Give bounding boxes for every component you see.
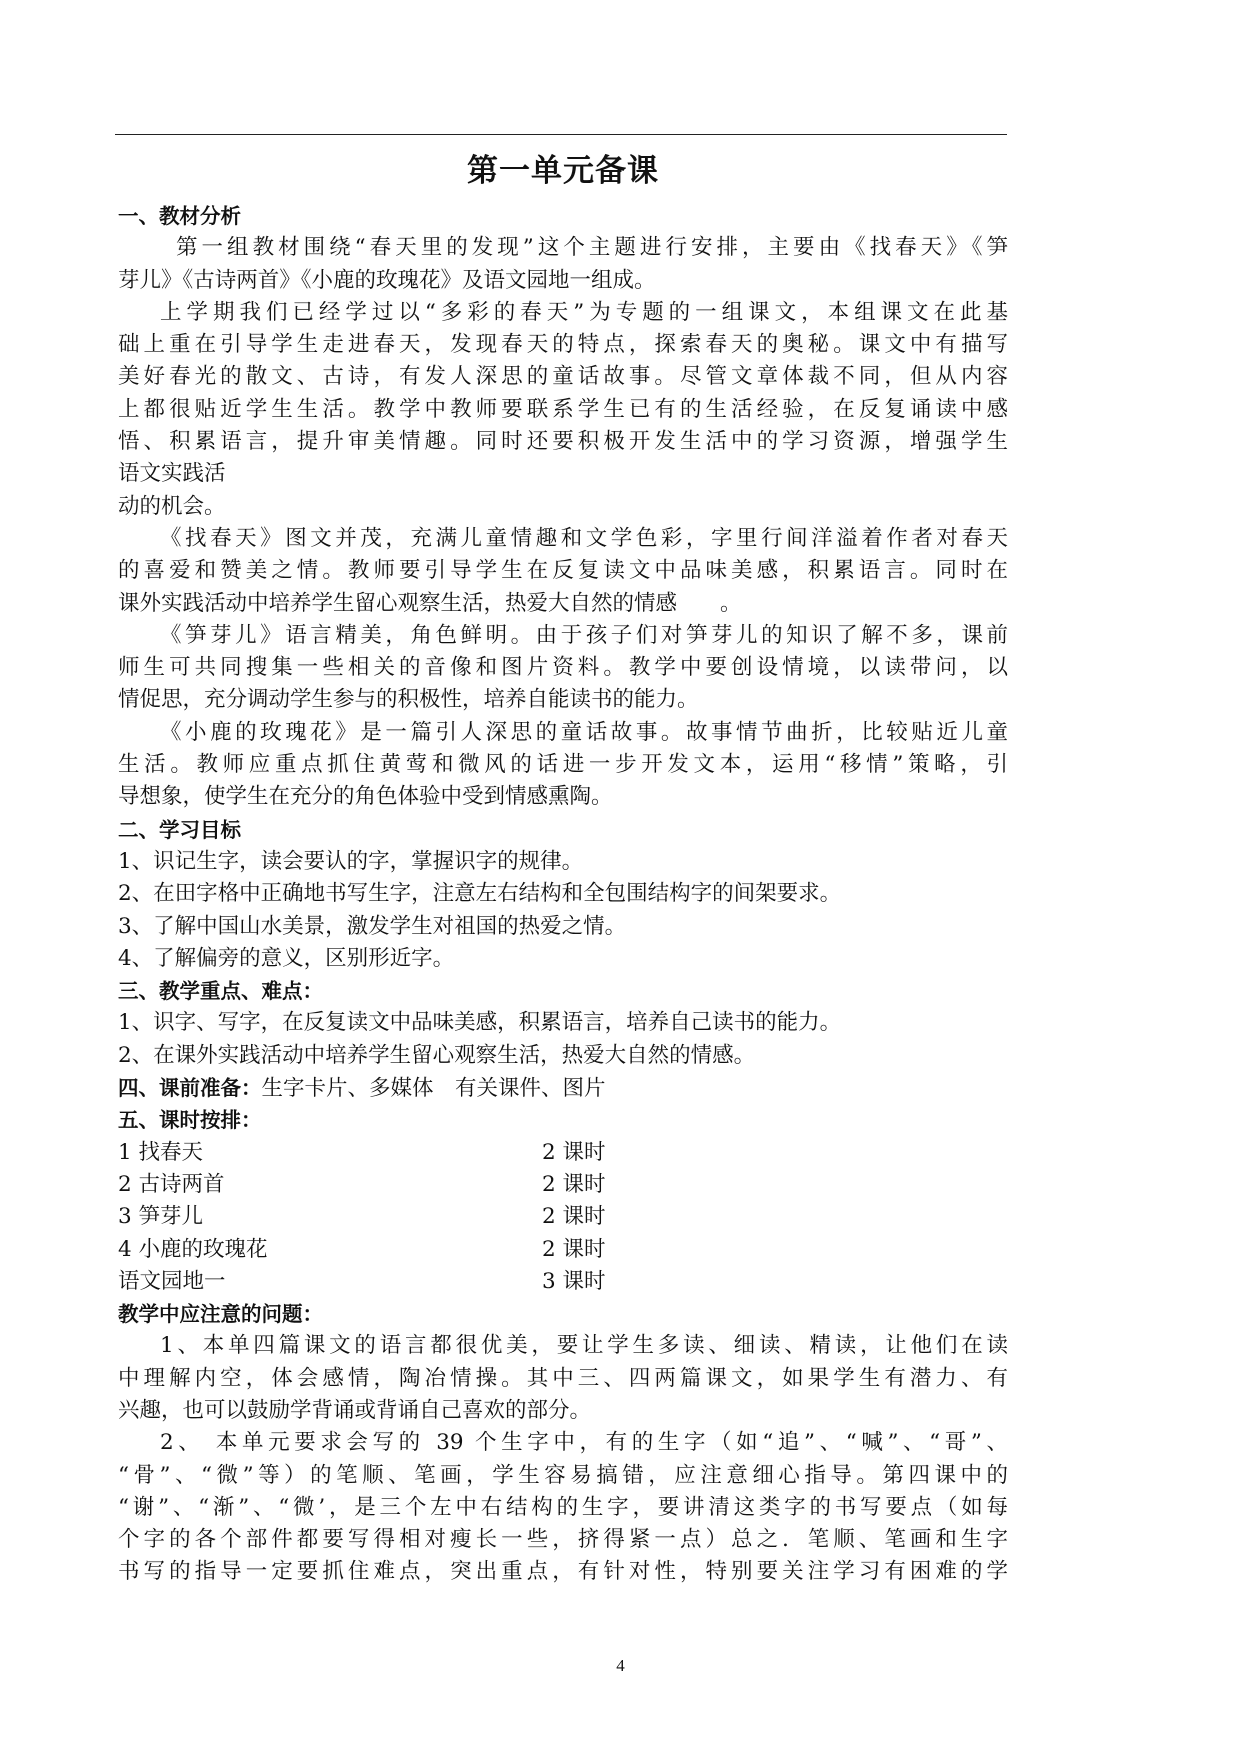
paragraph-line: 芽儿》《古诗两首》《小鹿的玫瑰花》及语文园地一组成。	[118, 267, 656, 293]
schedule-lesson: 3 笋芽儿	[118, 1204, 204, 1230]
paragraph-line: 中理解内空，体会感情，陶冶情操。其中三、四两篇课文，如果学生有潜力、有	[118, 1365, 1008, 1391]
goal-item: 3、了解中国山水美景，激发学生对祖国的热爱之情。	[118, 913, 627, 939]
schedule-row	[118, 1137, 1008, 1169]
preparation-line	[118, 1072, 1008, 1104]
schedule-hours: 3 课时	[542, 1268, 606, 1294]
schedule-lesson: 1 找春天	[118, 1139, 204, 1165]
paragraph-line: 的喜爱和赞美之情。教师要引导学生在反复读文中品味美感，积累语言。同时在	[118, 558, 1008, 584]
paragraph-line: 师生可共同搜集一些相关的音像和图片资料。教学中要创设情境，以读带问，以	[118, 655, 1008, 681]
section-heading-analysis: 一、教材分析	[118, 204, 241, 228]
paragraph-line: 导想象，使学生在充分的角色体验中受到情感熏陶。	[118, 784, 613, 810]
preparation-value: 生字卡片、多媒体 有关课件、图片	[261, 1076, 606, 1102]
paragraph-line: 情促思，充分调动学生参与的积极性，培养自能读书的能力。	[118, 687, 699, 713]
schedule-hours: 2 课时	[542, 1236, 606, 1262]
paragraph-line: 础上重在引导学生走进春天，发现春天的特点，探索春天的奥秘。课文中有描写	[118, 332, 1008, 358]
paragraph-line: 《找春天》图文并茂，充满儿童情趣和文学色彩，字里行间洋溢着作者对春天	[160, 525, 1008, 551]
paragraph-line: 悟、积累语言，提升审美情趣。同时还要积极开发生活中的学习资源，增强学生	[118, 429, 1008, 455]
schedule-hours: 2 课时	[542, 1171, 606, 1197]
paragraph-line: 个字的各个部件都要写得相对瘦长一些，挤得紧一点）总之．笔顺、笔画和生字	[118, 1527, 1008, 1553]
goal-item: 4、了解偏旁的意义，区别形近字。	[118, 945, 455, 971]
paragraph-line: 美好春光的散文、古诗，有发人深思的童话故事。尽管文章体裁不同，但从内容	[118, 364, 1008, 390]
document-body	[118, 142, 1008, 1589]
paragraph-line: 上都很贴近学生生活。教学中教师要联系学生已有的生活经验，在反复诵读中感	[118, 396, 1008, 422]
schedule-lesson: 2 古诗两首	[118, 1171, 225, 1197]
paragraph-line: 第一组教材围绕“春天里的发现”这个主题进行安排，主要由《找春天》《笋	[176, 235, 1008, 261]
paragraph-line: “谢”、“渐”、“微’，是三个左中右结构的生字，要讲清这类字的书写要点（如每	[118, 1494, 1008, 1520]
page-title: 第一单元备课	[467, 153, 659, 189]
section-heading-notes: 教学中应注意的问题：	[118, 1302, 323, 1327]
paragraph-line: 2、 本单元要求会写的 39 个生字中，有的生字（如“追”、“喊”、“哥”、	[160, 1430, 1008, 1456]
paragraph-line: 《笋芽儿》语言精美，角色鲜明。由于孩子们对笋芽儿的知识了解不多，课前	[160, 622, 1008, 648]
schedule-row	[118, 1201, 1008, 1233]
keypoint-item: 2、在课外实践活动中培养学生留心观察生活，热爱大自然的情感。	[118, 1042, 756, 1068]
paragraph-line: 《小鹿的玫瑰花》是一篇引人深思的童话故事。故事情节曲折，比较贴近儿童	[160, 719, 1008, 745]
section-heading-goals: 二、学习目标	[118, 817, 241, 842]
paragraph-line: 兴趣，也可以鼓励学背诵或背诵自己喜欢的部分。	[118, 1397, 592, 1423]
paragraph-line: 课外实践活动中培养学生留心观察生活，热爱大自然的情感 。	[118, 590, 742, 616]
paragraph-line: “骨”、“微”等）的笔顺、笔画，学生容易搞错，应注意细心指导。第四课中的	[118, 1462, 1008, 1488]
page-number: 4	[616, 1656, 625, 1675]
header-rule	[115, 134, 1007, 135]
schedule-row	[118, 1234, 1008, 1266]
paragraph-line: 上学期我们已经学过以“多彩的春天”为专题的一组课文，本组课文在此基	[160, 299, 1008, 325]
paragraph-line: 书写的指导一定要抓住难点，突出重点，有针对性，特别要关注学习有困难的学	[118, 1559, 1008, 1585]
schedule-lesson: 4 小鹿的玫瑰花	[118, 1236, 268, 1262]
section-heading-preparation: 四、课前准备：	[118, 1076, 262, 1101]
schedule-hours: 2 课时	[542, 1139, 606, 1165]
schedule-row	[118, 1266, 1008, 1298]
schedule-hours: 2 课时	[542, 1204, 606, 1230]
paragraph-line: 1、本单四篇课文的语言都很优美，要让学生多读、细读、精读，让他们在读	[160, 1333, 1008, 1359]
section-heading-keypoints: 三、教学重点、难点：	[118, 979, 323, 1004]
keypoint-item: 1、识字、写字，在反复读文中品味美感，积累语言，培养自己读书的能力。	[118, 1010, 842, 1036]
paragraph-line: 语文实践活	[118, 461, 226, 487]
goal-item: 2、在田字格中正确地书写生字，注意左右结构和全包围结构字的间架要求。	[118, 881, 842, 907]
goal-item: 1、识记生字，读会要认的字，掌握识字的规律。	[118, 848, 584, 874]
paragraph-line: 生活。教师应重点抓住黄莺和微风的话进一步开发文本，运用“移情”策略，引	[118, 752, 1008, 778]
schedule-row	[118, 1169, 1008, 1201]
paragraph-line: 动的机会。	[118, 493, 226, 519]
schedule-lesson: 语文园地一	[118, 1268, 226, 1294]
section-heading-schedule: 五、课时按排：	[118, 1108, 262, 1133]
